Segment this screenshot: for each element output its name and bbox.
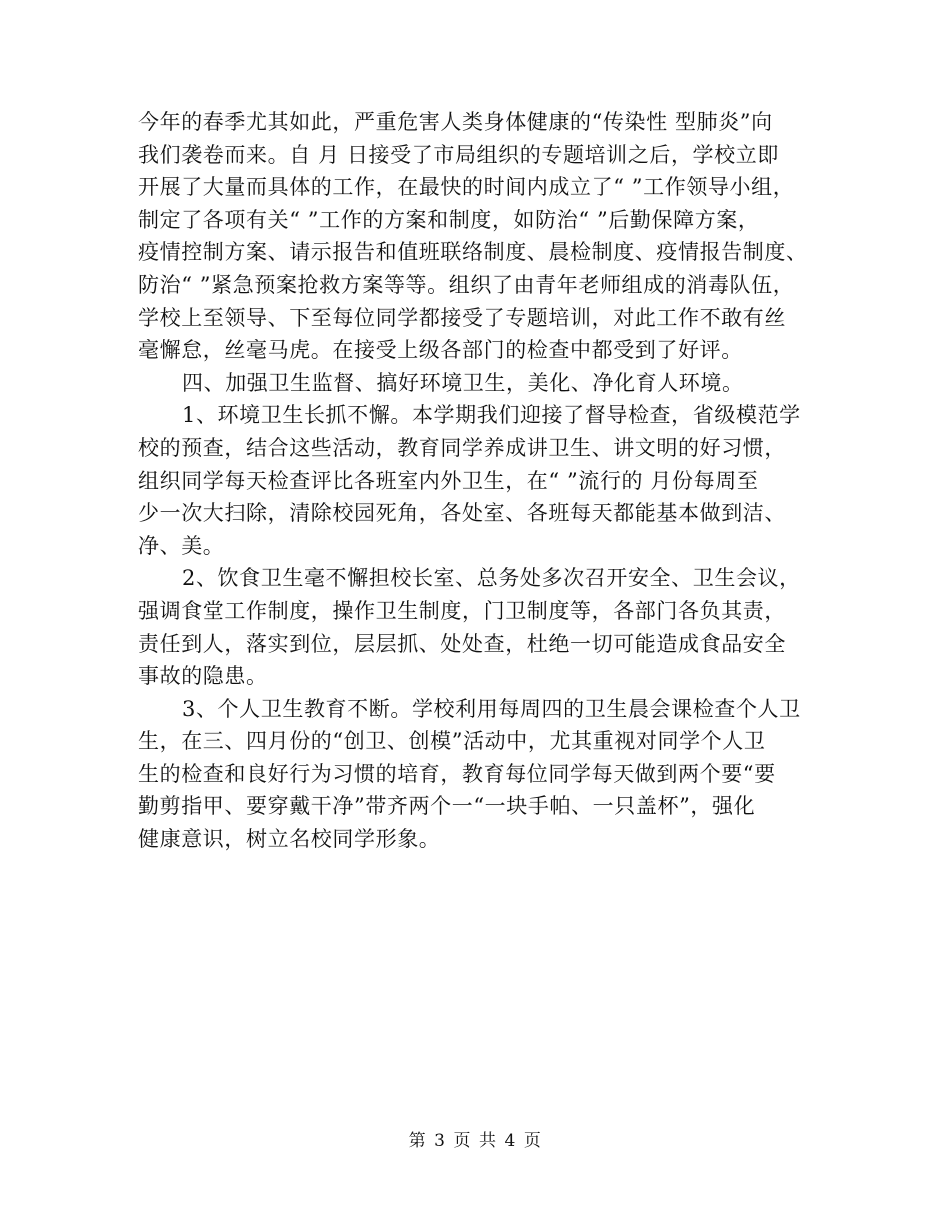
current-page-number: 3 — [434, 1131, 446, 1151]
footer-total-label: 共 — [479, 1131, 497, 1151]
text-line: 学校上至领导、下至每位同学都接受了专题培训，对此工作不敢有丝 — [138, 305, 786, 330]
text-line: 少一次大扫除，清除校园死角，各处室、各班每天都能基本做到洁、 — [138, 501, 786, 526]
text-line: 责任到人，落实到位，层层抓、处处查，杜绝一切可能造成食品安全 — [138, 631, 786, 656]
footer-page-unit: 页 — [453, 1131, 471, 1151]
text-line: 事故的隐患。 — [138, 664, 268, 689]
text-line: 组织同学每天检查评比各班室内外卫生，在“ ”流行的 月份每周至 — [138, 468, 759, 493]
page-footer — [0, 1126, 950, 1151]
section-heading: 四、加强卫生监督、搞好环境卫生，美化、净化育人环境。 — [182, 370, 744, 395]
text-line: 健康意识，树立名校同学形象。 — [138, 827, 441, 852]
paragraph-start: 2、饮食卫生毫不懈担校长室、总务处多次召开安全、卫生会议， — [182, 566, 801, 591]
text-line: 强调食堂工作制度，操作卫生制度，门卫制度等，各部门各负其责， — [138, 598, 786, 623]
text-line: 毫懈怠，丝毫马虎。在接受上级各部门的检查中都受到了好评。 — [138, 338, 743, 363]
footer-page-label: 第 — [408, 1131, 427, 1151]
paragraph-start: 1、环境卫生长抓不懈。本学期我们迎接了督导检查，省级模范学 — [182, 403, 801, 428]
text-line: 校的预查，结合这些活动，教育同学养成讲卫生、讲文明的好习惯， — [138, 435, 786, 460]
text-line: 生，在三、四月份的“创卫、创模”活动中，尤其重视对同学个人卫 — [138, 729, 766, 754]
total-pages-number: 4 — [504, 1131, 516, 1151]
paragraph-start: 3、个人卫生教育不断。学校利用每周四的卫生晨会课检查个人卫 — [182, 696, 801, 721]
text-line: 防治“ ”紧急预案抢救方案等等。组织了由青年老师组成的消毒队伍， — [138, 272, 795, 297]
text-line: 我们袭卷而来。自 月 日接受了市局组织的专题培训之后，学校立即 — [138, 142, 779, 167]
text-line: 生的检查和良好行为习惯的培育，教育每位同学每天做到两个要“要 — [138, 761, 776, 786]
text-line: 今年的春季尤其如此，严重危害人类身体健康的“传染性 型肺炎”向 — [138, 110, 773, 134]
text-line: 净、美。 — [138, 533, 225, 558]
body-text — [138, 106, 828, 856]
text-line: 勤剪指甲、要穿戴干净”带齐两个一“一块手帕、一只盖杯”，强化 — [138, 794, 756, 819]
footer-total-unit: 页 — [523, 1131, 542, 1151]
text-line: 开展了大量而具体的工作，在最快的时间内成立了“ ”工作领导小组， — [138, 175, 795, 200]
text-line: 疫情控制方案、请示报告和值班联络制度、晨检制度、疫情报告制度、 — [138, 240, 808, 265]
text-line: 制定了各项有关“ ”工作的方案和制度，如防治“ ”后勤保障方案， — [138, 207, 760, 232]
